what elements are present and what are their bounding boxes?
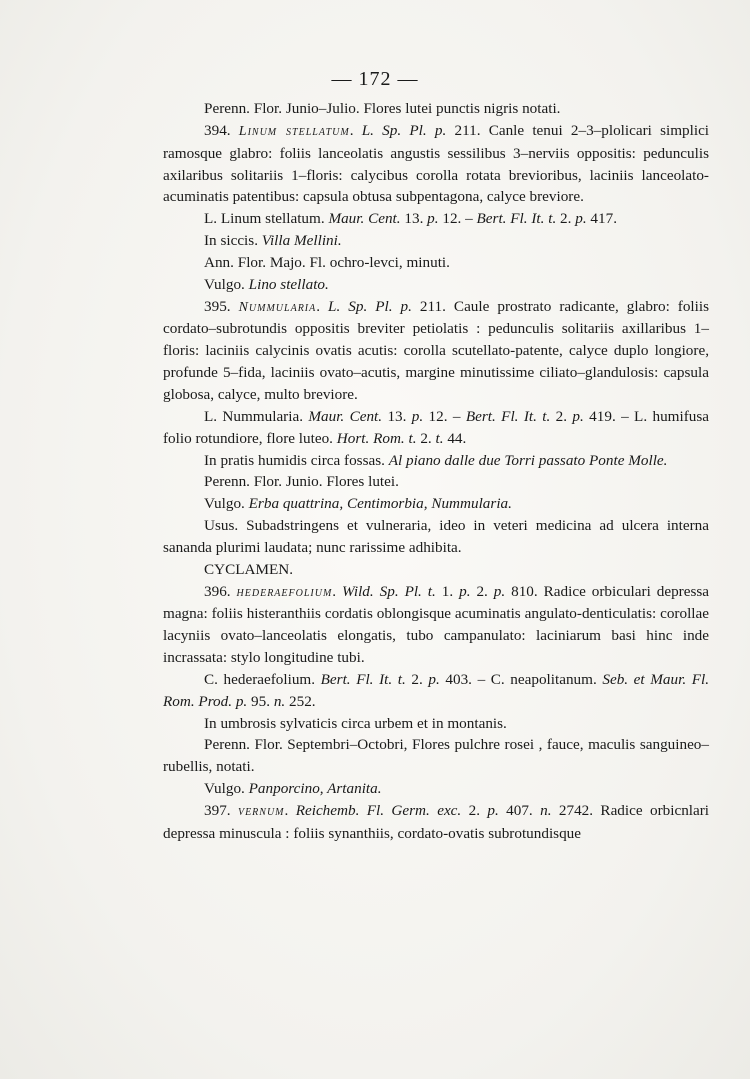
text-paragraph bbox=[163, 120, 709, 208]
text-run: In siccis. bbox=[204, 232, 262, 250]
text-run: Vulgo. bbox=[204, 495, 249, 513]
text-run: Maur. Cent. bbox=[328, 210, 401, 228]
text-paragraph bbox=[163, 800, 709, 845]
text-run: 810. Radice orbiculari depressa magna: foliis histeranthiis cordatis oblongisque acuminatis angulato-denticulatis: corollae lacyniis ovato–lanceolatis elongatis, tubo campanulato: laciniarum basi hinc inde incrassata: stylo longitudine tubi. bbox=[163, 582, 710, 667]
text-run: Perenn. Flor. Junio. Flores lutei. bbox=[204, 473, 399, 491]
text-paragraph bbox=[163, 98, 709, 120]
text-run: n. bbox=[273, 692, 286, 710]
text-run: 2. bbox=[461, 802, 488, 819]
main-text bbox=[163, 98, 709, 845]
text-paragraph bbox=[163, 471, 709, 493]
text-paragraph bbox=[163, 406, 709, 450]
text-run: p. bbox=[575, 210, 587, 228]
text-run: Vulgo. bbox=[204, 275, 249, 293]
text-run: Hort. Rom. t. bbox=[336, 429, 417, 447]
text-run: Erba quattrina, Centimorbia, Nummularia. bbox=[248, 495, 512, 513]
text-run: Al piano dalle due Torri passato Ponte Molle. bbox=[388, 451, 668, 469]
text-run: Seb. et Maur. Fl. Rom. Prod. p. bbox=[163, 670, 710, 710]
text-run: . bbox=[284, 802, 296, 819]
text-run: . bbox=[316, 297, 329, 315]
text-run: Bert. Fl. It. t. bbox=[465, 407, 551, 425]
text-run: CYCLAMEN. bbox=[204, 560, 294, 578]
text-run: In umbrosis sylvaticis circa urbem et in montanis. bbox=[204, 714, 507, 732]
text-run: 2. bbox=[556, 210, 576, 228]
text-run: 1. bbox=[435, 582, 460, 600]
text-run: 12. – bbox=[423, 407, 466, 425]
text-paragraph bbox=[163, 515, 709, 559]
text-run: 419. – L. humifusa folio rotundiore, flore luteo. bbox=[163, 407, 710, 447]
text-run: Nummularia bbox=[238, 299, 317, 315]
text-run: 403. – C. neapolitanum. bbox=[439, 670, 603, 688]
text-run: . bbox=[349, 121, 362, 139]
text-paragraph bbox=[163, 559, 709, 581]
text-run: Reichemb. Fl. Germ. exc. bbox=[295, 802, 462, 819]
text-run: L. Nummularia. bbox=[204, 407, 309, 425]
text-run: 394. bbox=[204, 121, 239, 139]
text-run: 2. bbox=[405, 670, 429, 688]
text-run: 2. bbox=[470, 582, 494, 600]
text-run: Vulgo. bbox=[204, 780, 249, 798]
text-run: Bert. Fl. It. t. bbox=[320, 670, 406, 688]
text-run: 2. bbox=[416, 429, 436, 447]
text-run: 12. – bbox=[438, 210, 477, 228]
text-paragraph bbox=[163, 581, 709, 669]
text-run: Lino stellato. bbox=[248, 275, 329, 293]
text-run: Ann. Flor. Majo. Fl. ochro-levci, minuti. bbox=[204, 253, 450, 271]
text-run: p. bbox=[427, 210, 439, 228]
text-run: C. hederaefolium. bbox=[204, 670, 321, 688]
text-run: L. Sp. Pl. p. bbox=[361, 121, 447, 139]
text-run: 397. bbox=[204, 802, 238, 819]
text-run: L. Sp. Pl. p. bbox=[328, 297, 412, 315]
text-paragraph bbox=[163, 450, 709, 472]
text-run: vernum bbox=[237, 804, 285, 819]
text-run: 252. bbox=[285, 692, 316, 710]
text-run: 395. bbox=[204, 297, 239, 315]
text-run: 2. bbox=[550, 407, 573, 425]
text-run: 95. bbox=[247, 692, 274, 710]
text-paragraph bbox=[163, 734, 709, 778]
text-run: p. bbox=[428, 670, 440, 688]
text-run: Usus. Subadstringens et vulneraria, ideo in veteri medicina ad ulcera interna sananda plurimi laudata; nunc rarissime adhibita. bbox=[163, 517, 709, 556]
text-paragraph bbox=[163, 493, 709, 515]
text-run: 396. bbox=[204, 582, 237, 600]
text-run: p. bbox=[487, 802, 499, 819]
text-run: Wild. Sp. Pl. t. bbox=[342, 582, 436, 600]
text-run: Maur. Cent. bbox=[308, 407, 383, 425]
text-run: Linum stellatum bbox=[238, 123, 350, 139]
text-paragraph bbox=[163, 230, 709, 252]
text-run: Perenn. Flor. Junio–Julio. Flores lutei punctis nigris notati. bbox=[204, 100, 561, 117]
text-run: 44. bbox=[443, 429, 467, 447]
text-run: Villa Mellini. bbox=[261, 232, 342, 250]
text-paragraph bbox=[163, 274, 709, 296]
text-paragraph bbox=[163, 252, 709, 274]
text-run: 13. bbox=[400, 210, 428, 228]
text-run: Bert. Fl. It. t. bbox=[476, 210, 557, 228]
text-run: t. bbox=[435, 429, 444, 447]
text-run: 417. bbox=[586, 210, 617, 228]
text-run: 2742. Radice orbicnlari depressa minuscula : foliis synanthiis, cordato-ovatis subrotundisque bbox=[163, 802, 710, 842]
text-paragraph bbox=[163, 296, 709, 406]
text-run: hederaefolium bbox=[236, 584, 333, 600]
text-run: 13. bbox=[382, 407, 412, 425]
text-run: L. Linum stellatum. bbox=[204, 210, 329, 228]
text-paragraph bbox=[163, 208, 709, 230]
text-run: p. bbox=[493, 582, 506, 600]
text-paragraph bbox=[163, 669, 709, 713]
text-run: n. bbox=[540, 802, 552, 819]
text-run: p. bbox=[572, 407, 584, 425]
text-run: Perenn. Flor. Septembri–Octobri, Flores pulchre rosei , fauce, maculis sanguineo–rubellis, notati. bbox=[163, 736, 709, 776]
text-paragraph bbox=[163, 713, 709, 735]
text-run: 407. bbox=[498, 802, 541, 819]
text-run: 211. Caule prostrato radicante, glabro: foliis cordato–subrotundis oppositis breviter petiolatis : pedunculis solitariis axillaribus 1–floris: laciniis calycinis ovatis acutis: corolla scutellato-patente, calyce duplo longiore, profunde 5–fida, laciniis ovato–acutis, margine minutissime ciliato–glandulosis: capsula globosa, calyce, multo breviore. bbox=[163, 297, 709, 403]
text-run: 211. Canle tenui 2–3–plolicari simplici ramosque glabro: foliis lanceolatis angustis sessilibus 3–nerviis oppositis: pedunculis axilaribus solitariis 1–floris: calycibus corolla rotata brevioribus, laciniis lanceolato-acuminatis patentibus: capsula obtusa subpentagona, calyce breviore. bbox=[163, 121, 710, 206]
text-run: p. bbox=[459, 582, 471, 600]
text-run: In pratis humidis circa fossas. bbox=[204, 451, 389, 469]
text-run: p. bbox=[411, 407, 424, 425]
page-number: — 172 — bbox=[331, 68, 419, 90]
text-run: Panporcino, Artanita. bbox=[248, 780, 382, 798]
text-paragraph bbox=[163, 778, 709, 800]
text-run: . bbox=[332, 582, 343, 600]
